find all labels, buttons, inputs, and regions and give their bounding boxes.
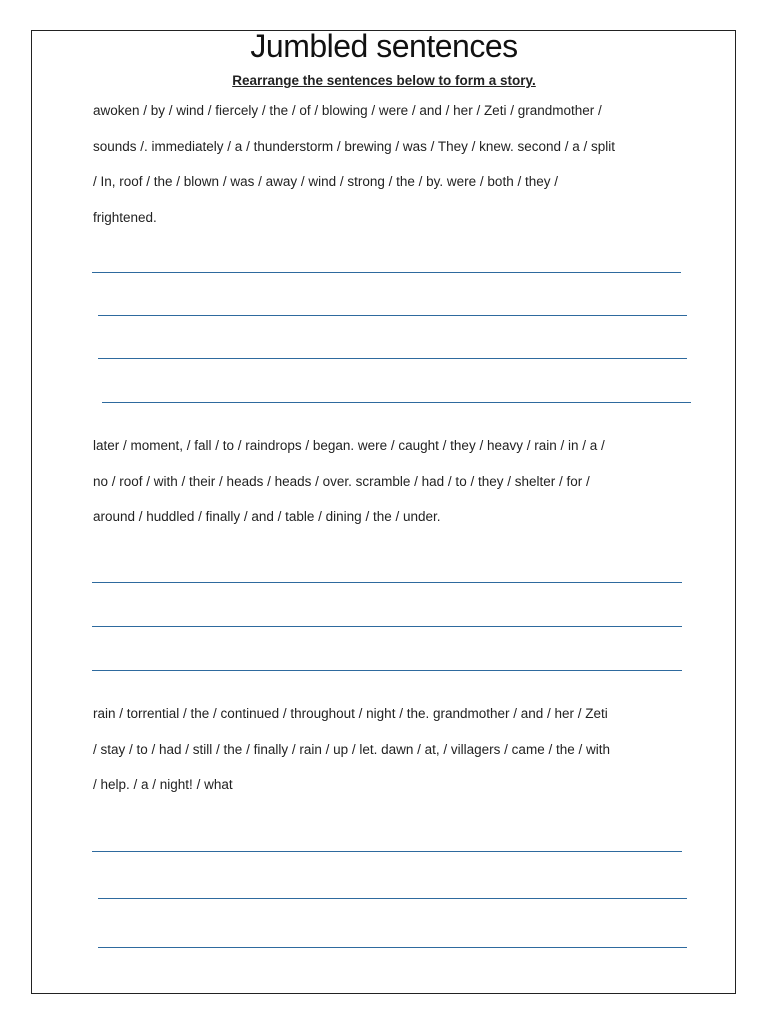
jumbled-line: later / moment, / fall / to / raindrops / began. were / caught / they / heavy / rain / in / a / — [93, 438, 605, 453]
answer-line-3-1[interactable] — [92, 851, 682, 852]
worksheet-title: Jumbled sentences — [250, 28, 518, 64]
answer-line-1-1[interactable] — [92, 272, 681, 273]
jumbled-line: / In, roof / the / blown / was / away / wind / strong / the / by. were / both / they / — [93, 174, 558, 189]
answer-line-1-2[interactable] — [98, 315, 687, 316]
answer-line-2-1[interactable] — [92, 582, 682, 583]
jumbled-line: frightened. — [93, 209, 157, 225]
answer-line-2-3[interactable] — [92, 670, 682, 671]
jumbled-paragraph-2 — [93, 428, 683, 535]
answer-line-1-3[interactable] — [98, 358, 687, 359]
instruction-text: Rearrange the sentences below to form a story. — [232, 73, 536, 88]
answer-line-3-2[interactable] — [98, 898, 687, 899]
jumbled-line: rain / torrential / the / continued / throughout / night / the. grandmother / and / her / Zeti — [93, 706, 608, 721]
answer-line-2-2[interactable] — [92, 626, 682, 627]
jumbled-paragraph-1 — [93, 93, 683, 235]
jumbled-line: sounds /. immediately / a / thunderstorm / brewing / was / They / knew. second / a / split — [93, 138, 615, 154]
jumbled-line: awoken / by / wind / fiercely / the / of / blowing / were / and / her / Zeti / grandmother / — [93, 103, 602, 118]
answer-line-3-3[interactable] — [98, 947, 687, 948]
jumbled-line: around / huddled / finally / and / table / dining / the / under. — [93, 509, 441, 524]
jumbled-line: / help. / a / night! / what — [93, 777, 233, 792]
jumbled-line: / stay / to / had / still / the / finally / rain / up / let. dawn / at, / villagers / came / the / with — [93, 741, 610, 757]
jumbled-line: no / roof / with / their / heads / heads / over. scramble / had / to / they / shelter / for / — [93, 473, 590, 489]
jumbled-paragraph-3 — [93, 696, 683, 803]
answer-line-1-4[interactable] — [102, 402, 691, 403]
